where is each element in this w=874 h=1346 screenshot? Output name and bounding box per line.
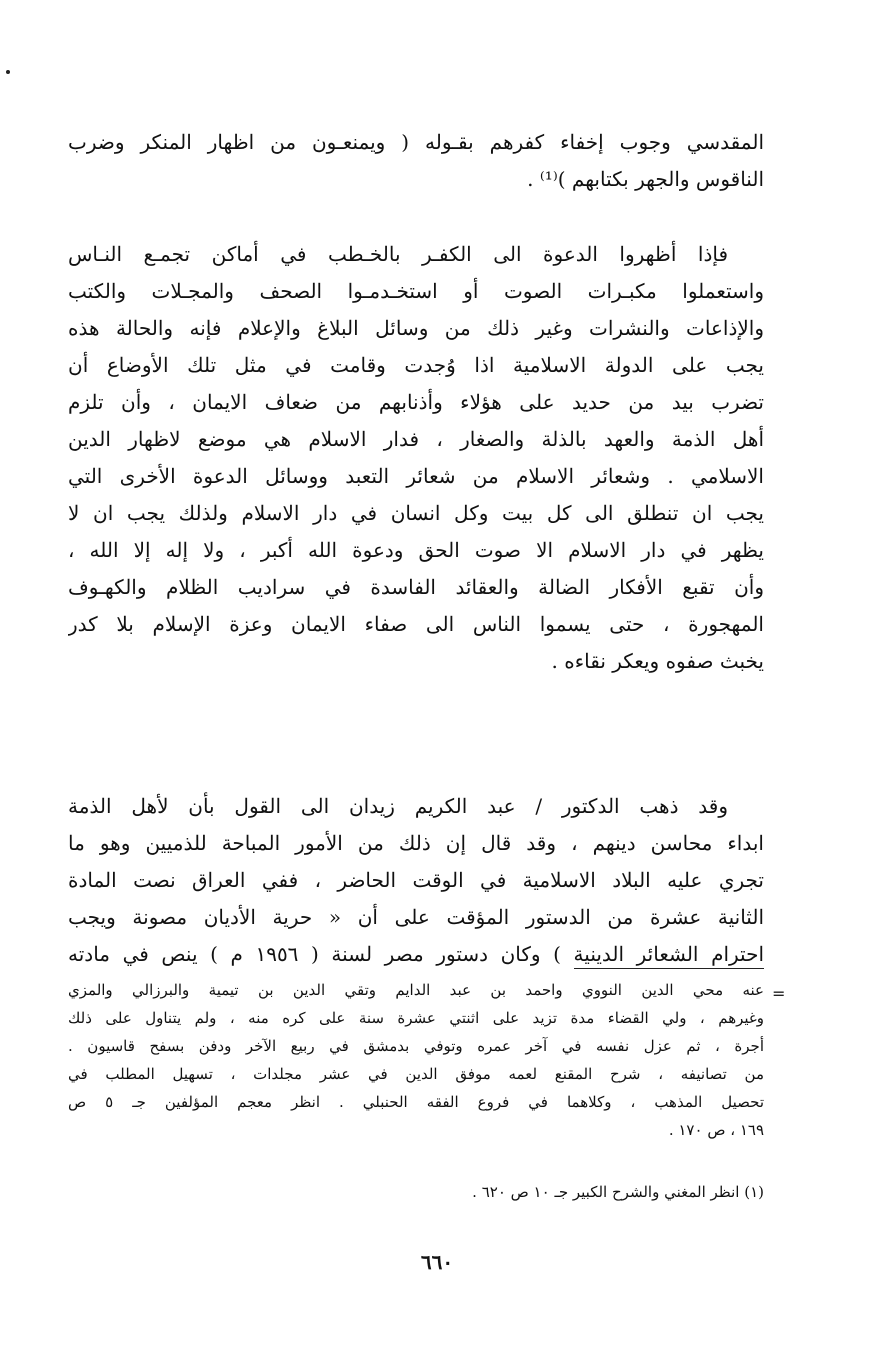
paragraph-3-line: احترام الشعائر الدينية ) وكان دستور مصر لسنة ( ١٩٥٦ م ) ينص في مادته <box>68 942 764 966</box>
paragraph-3-line: وقد ذهب الدكتور / عبد الكريم زيدان الى القول بأن لأهل الذمة <box>68 794 728 818</box>
paragraph-2-line: والإذاعات والنشرات وغير ذلك من وسائل البلاغ والإعلام فإنه والحالة هذه <box>68 316 764 340</box>
footnote-line: عنه محي الدين النووي واحمد بن عبد الدايم وتقي الدين بن تيمية والبرزالي والمزي <box>68 981 764 999</box>
paragraph-1 <box>68 124 764 198</box>
paragraph-2-line: وأن تقبع الأفكار الضالة والعقائد الفاسدة في سراديب الظلام والكهـوف <box>68 575 764 599</box>
paragraph-3-line: تجري عليه البلاد الاسلامية في الوقت الحاضر ، ففي العراق نصت المادة <box>68 868 764 892</box>
footnote-line: وغيرهم ، ولي القضاء مدة تزيد على اثنتي عشرة سنة على كره منه ، ولم يتناول على ذلك <box>68 1009 764 1027</box>
paragraph-3 <box>68 788 764 973</box>
paragraph-2-line: يجب على الدولة الاسلامية اذا وُجدت وقامت في مثل تلك الأوضاع أن <box>68 353 764 377</box>
paragraph-2-line: يظهر في دار الاسلام الا صوت الحق ودعوة الله أكبر ، ولا إله إلا الله ، <box>68 538 764 562</box>
footnote-line: من تصانيفه ، شرح المقنع لعمه موفق الدين في عشر مجلدات ، تسهيل المطلب في <box>68 1065 764 1083</box>
footnote-line: ١٦٩ ، ص ١٧٠ . <box>668 1121 764 1139</box>
footnote-continued <box>68 976 764 1144</box>
footnote-1: (١) انظر المغني والشرح الكبير جـ ١٠ ص ٦٢٠ . <box>472 1183 764 1201</box>
paragraph-2-line: واستعملوا مكبـرات الصوت أو استخـدمـوا الصحف والمجـلات والكتب <box>68 279 764 303</box>
paragraph-2-line: أهل الذمة والعهد بالذلة والصغار ، فدار الاسلام هي موضع لاظهار الدين <box>68 427 764 451</box>
paragraph-2-line: تضرب بيد من حديد على هؤلاء وأذنابهم من ضعاف الايمان ، وأن تلزم <box>68 390 764 414</box>
page-number: ٦٦٠ <box>420 1250 454 1274</box>
footnote-continuation-mark: = <box>772 984 786 1003</box>
paragraph-1-line: المقدسي وجوب إخفاء كفرهم بقـوله ( ويمنعـون من اظهار المنكر وضرب <box>68 130 764 154</box>
paragraph-2-line: فإذا أظهروا الدعوة الى الكفـر بالخـطب في أماكن تجمـع النـاس <box>68 242 728 266</box>
paragraph-2-line: يخبث صفوه ويعكر نقاءه . <box>551 649 764 673</box>
paragraph-3-line: ابداء محاسن دينهم ، وقد قال إن ذلك من الأمور المباحة للذميين وهو ما <box>68 831 764 855</box>
footnote-line: تحصيل المذهب ، وكلاهما في فروع الفقه الحنبلي . انظر معجم المؤلفين جـ ٥ ص <box>68 1093 764 1111</box>
paragraph-2-line: الاسلامي . وشعائر الاسلام من شعائر التعبد ووسائل الدعوة الأخرى التي <box>68 464 764 488</box>
paragraph-2 <box>68 236 764 680</box>
paragraph-3-line: الثانية عشرة من الدستور المؤقت على أن « حرية الأديان مصونة ويجب <box>68 905 764 929</box>
paragraph-2-line: يجب ان تنطلق الى كل بيت وكل انسان في دار الاسلام ولذلك يجب ان لا <box>68 501 764 525</box>
footnote-separator <box>574 968 764 969</box>
footnote-line: أجرة ، ثم عزل نفسه في آخر عمره وتوفي بدمشق في ربيع الآخر ودفن بسفح قاسيون . <box>68 1037 764 1055</box>
scan-speck <box>6 70 10 74</box>
paragraph-1-line: الناقوس والجهر بكتابهم )⁽¹⁾ . <box>527 167 764 191</box>
paragraph-2-line: المهجورة ، حتى يسموا الناس الى صفاء الايمان وعزة الإسلام بلا كدر <box>68 612 764 636</box>
